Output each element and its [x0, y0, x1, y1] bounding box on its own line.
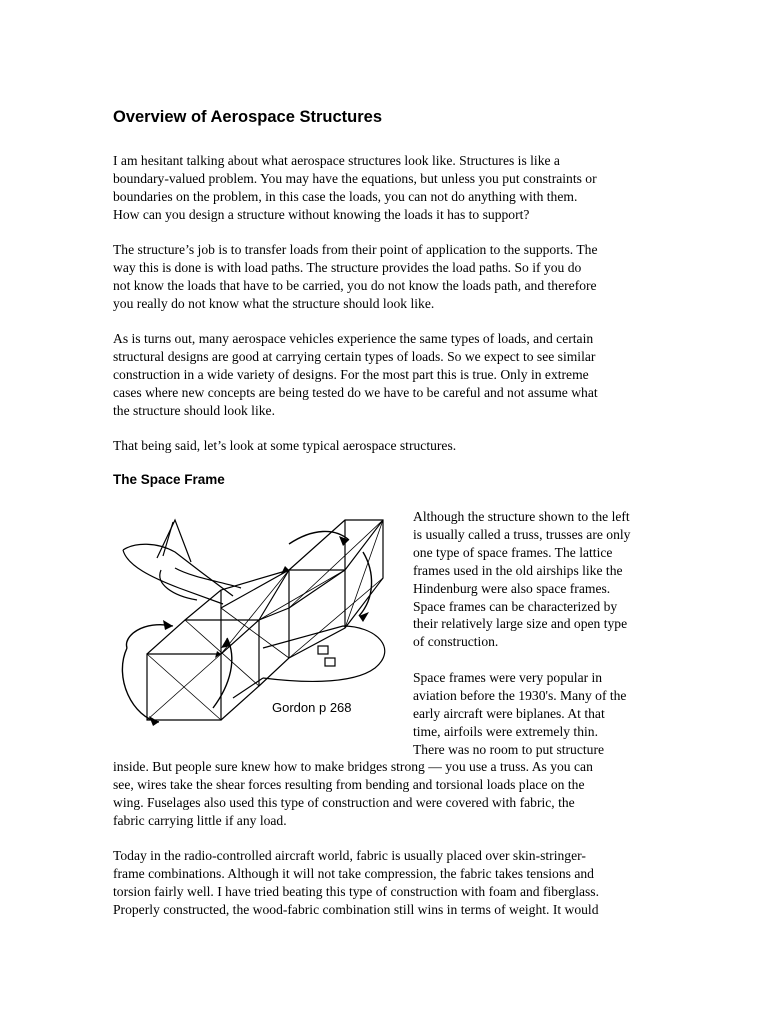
text-line: Although the structure shown to the left	[413, 509, 630, 524]
text-line: fabric carrying little if any load.	[113, 812, 287, 828]
text-line: not know the loads that have to be carried, you do not know the loads path, and therefore	[113, 277, 597, 293]
text-line: wing. Fuselages also used this type of construction and were covered with fabric, the	[113, 794, 575, 810]
text-line: see, wires take the shear forces resulting from bending and torsional loads place on the	[113, 776, 585, 792]
text-line: boundaries on the problem, in this case the loads, you can not do anything with them.	[113, 188, 578, 204]
text-line: Space frames can be characterized by	[413, 598, 618, 614]
text-line: How can you design a structure without knowing the loads it has to support?	[113, 206, 530, 222]
text-line: I am hesitant talking about what aerospace structures look like. Structures is like a	[113, 153, 560, 168]
text-line: way this is done is with load paths. The structure provides the load paths. So if you do	[113, 259, 582, 275]
figure-caption: Gordon p 268	[272, 700, 352, 715]
paragraph-rc-aircraft	[113, 847, 655, 919]
text-line: is usually called a truss, trusses are only	[413, 526, 631, 542]
text-line: Hindenburg were also space frames.	[413, 580, 611, 596]
text-line: Properly constructed, the wood-fabric combination still wins in terms of weight. It would	[113, 901, 599, 917]
text-line: you really do not know what the structure should look like.	[113, 295, 435, 311]
text-line: That being said, let’s look at some typical aerospace structures.	[113, 438, 457, 453]
document-title: Overview of Aerospace Structures	[113, 108, 382, 126]
text-line: frames used in the old airships like the	[413, 562, 623, 578]
text-line: one type of space frames. The lattice	[413, 544, 613, 560]
text-line: Space frames were very popular in	[413, 670, 603, 685]
space-frame-figure	[113, 508, 393, 728]
text-line: the structure should look like.	[113, 402, 275, 418]
text-line: early aircraft were biplanes. At that	[413, 705, 605, 721]
text-line: aviation before the 1930's. Many of the	[413, 687, 627, 703]
text-line: structural designs are good at carrying certain types of loads. So we expect to see similar	[113, 348, 596, 364]
text-line: There was no room to put structure	[413, 741, 605, 757]
text-line: construction in a wide variety of designs. For the most part this is true. Only in extreme	[113, 366, 589, 382]
section-title-space-frame: The Space Frame	[113, 472, 225, 487]
paragraph-intro	[113, 152, 655, 224]
text-line: torsion fairly well. I have tried beating this type of construction with foam and fiberglass.	[113, 883, 599, 899]
text-line: inside. But people sure knew how to make bridges strong — you use a truss. As you can	[113, 759, 593, 774]
paragraph-space-frame-definition	[413, 508, 658, 651]
paragraph-space-frame-history	[413, 669, 658, 759]
text-line: Today in the radio-controlled aircraft world, fabric is usually placed over skin-stringer-	[113, 848, 586, 863]
text-line: frame combinations. Although it will not take compression, the fabric takes tensions and	[113, 865, 594, 881]
text-line: boundary-valued problem. You may have the equations, but unless you put constraints or	[113, 170, 597, 186]
truss-aircraft-illustration	[113, 508, 393, 728]
text-line: their relatively large size and open type	[413, 616, 628, 632]
text-line: cases where new concepts are being tested do we have to be careful and not assume what	[113, 384, 598, 400]
paragraph-truss-wires	[113, 758, 655, 830]
paragraph-load-paths	[113, 241, 655, 313]
text-line: of construction.	[413, 634, 499, 650]
text-line: The structure’s job is to transfer loads from their point of application to the supports. The	[113, 242, 598, 257]
text-line: As is turns out, many aerospace vehicles experience the same types of loads, and certain	[113, 331, 594, 346]
paragraph-similar-designs	[113, 330, 655, 420]
text-line: time, airfoils were extremely thin.	[413, 723, 598, 739]
paragraph-transition	[113, 437, 655, 455]
